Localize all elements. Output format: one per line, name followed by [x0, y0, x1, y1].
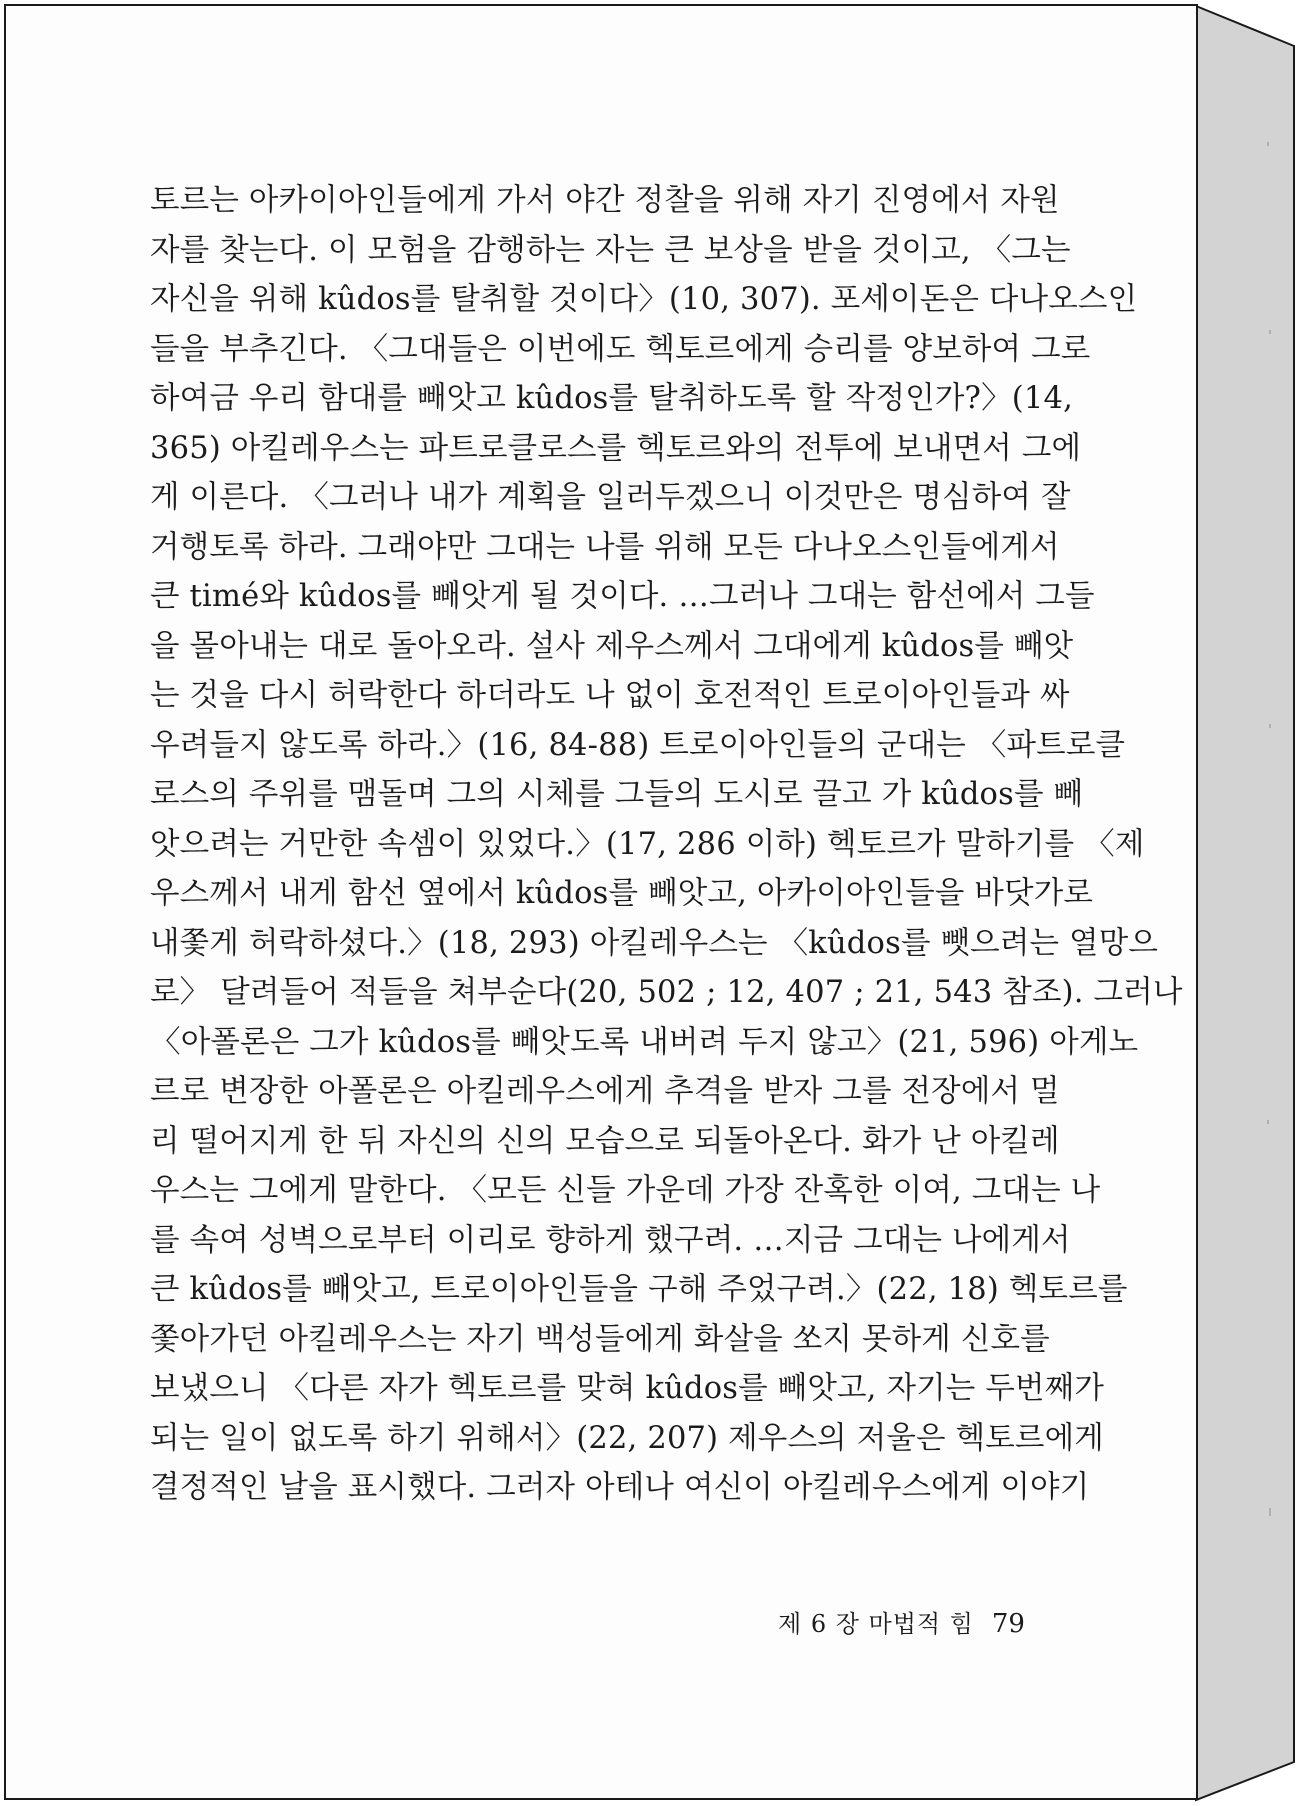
- page-footer: [778, 1601, 1025, 1647]
- text-line: 큰 kûdos를 빼앗고, 트로이아인들을 구해 주었구려.〉(22, 18) 헥토르를: [150, 1272, 1128, 1307]
- text-line: 리 떨어지게 한 뒤 자신의 신의 모습으로 되돌아온다. 화가 난 아킬레: [150, 1123, 1060, 1159]
- text-line: 르로 변장한 아폴론은 아킬레우스에게 추격을 받자 그를 전장에서 멀: [150, 1074, 1060, 1109]
- text-line: 로스의 주위를 맴돌며 그의 시체를 그들의 도시로 끌고 가 kûdos를 빼: [150, 777, 1084, 812]
- text-line: 되는 일이 없도록 하기 위해서〉(22, 207) 제우스의 저울은 헥토르에게: [150, 1420, 1104, 1456]
- text-line: 쫓아가던 아킬레우스는 자기 백성들에게 화살을 쏘지 못하게 신호를: [150, 1321, 1050, 1357]
- text-line: 내쫓게 허락하셨다.〉(18, 293) 아킬레우스는 〈kûdos를 뺏으려는 열망으: [150, 925, 1159, 961]
- running-footer-chapter: 제 6 장 마법적 힘: [778, 1610, 974, 1638]
- text-line: 토르는 아카이아인들에게 가서 야간 정찰을 위해 자기 진영에서 자원: [150, 183, 1060, 218]
- text-line: 를 속여 성벽으로부터 이리로 향하게 했구려. …지금 그대는 나에게서: [150, 1222, 1071, 1258]
- text-line: 우스는 그에게 말한다. 〈모든 신들 가운데 가장 잔혹한 이여, 그대는 나: [150, 1173, 1101, 1208]
- body-text: [150, 176, 1183, 1513]
- text-line: 우스께서 내게 함선 옆에서 kûdos를 빼앗고, 아카이아인들을 바닷가로: [150, 876, 1094, 911]
- text-line: 보냈으니 〈다른 자가 헥토르를 맞혀 kûdos를 빼앗고, 자기는 두번째가: [150, 1371, 1104, 1406]
- text-line: 결정적인 날을 표시했다. 그러자 아테나 여신이 아킬레우스에게 이야기: [150, 1470, 1090, 1505]
- text-line: 자를 찾는다. 이 모험을 감행하는 자는 큰 보상을 받을 것이고, 〈그는: [150, 232, 1071, 268]
- text-line: 하여금 우리 함대를 빼앗고 kûdos를 탈취하도록 할 작정인가?〉(14,: [150, 381, 1073, 416]
- text-line: 큰 timé와 kûdos를 빼앗게 될 것이다. …그러나 그대는 함선에서 그들: [150, 579, 1095, 614]
- text-line: 게 이른다. 〈그러나 내가 계획을 일러두겠으니 이것만은 명심하여 잘: [150, 480, 1071, 515]
- text-line: 로〉 달려들어 적들을 쳐부순다(20, 502 ; 12, 407 ; 21, 543 참조). 그러나: [150, 975, 1183, 1010]
- text-line: 365) 아킬레우스는 파트로클로스를 헥토르와의 전투에 보내면서 그에: [150, 430, 1082, 466]
- text-line: 들을 부추긴다. 〈그대들은 이번에도 헥토르에게 승리를 양보하여 그로: [150, 331, 1091, 367]
- page-number: 79: [991, 1609, 1025, 1639]
- text-line: 〈아폴론은 그가 kûdos를 빼앗도록 내버려 두지 않고〉(21, 596) 아게노: [150, 1024, 1139, 1060]
- text-line: 앗으려는 거만한 속셈이 있었다.〉(17, 286 이하) 헥토르가 말하기를 〈제: [150, 826, 1145, 862]
- text-line: 는 것을 다시 허락한다 하더라도 나 없이 호전적인 트로이아인들과 싸: [150, 678, 1070, 713]
- text-line: 거행토록 하라. 그래야만 그대는 나를 위해 모든 다나오스인들에게서: [150, 529, 1060, 565]
- text-line: 을 몰아내는 대로 돌아오라. 설사 제우스께서 그대에게 kûdos를 빼앗: [150, 628, 1074, 664]
- text-line: 자신을 위해 kûdos를 탈취할 것이다〉(10, 307). 포세이돈은 다나오스인: [150, 282, 1138, 317]
- text-line: 우려들지 않도록 하라.〉(16, 84-88) 트로이아인들의 군대는 〈파트로클: [150, 727, 1126, 763]
